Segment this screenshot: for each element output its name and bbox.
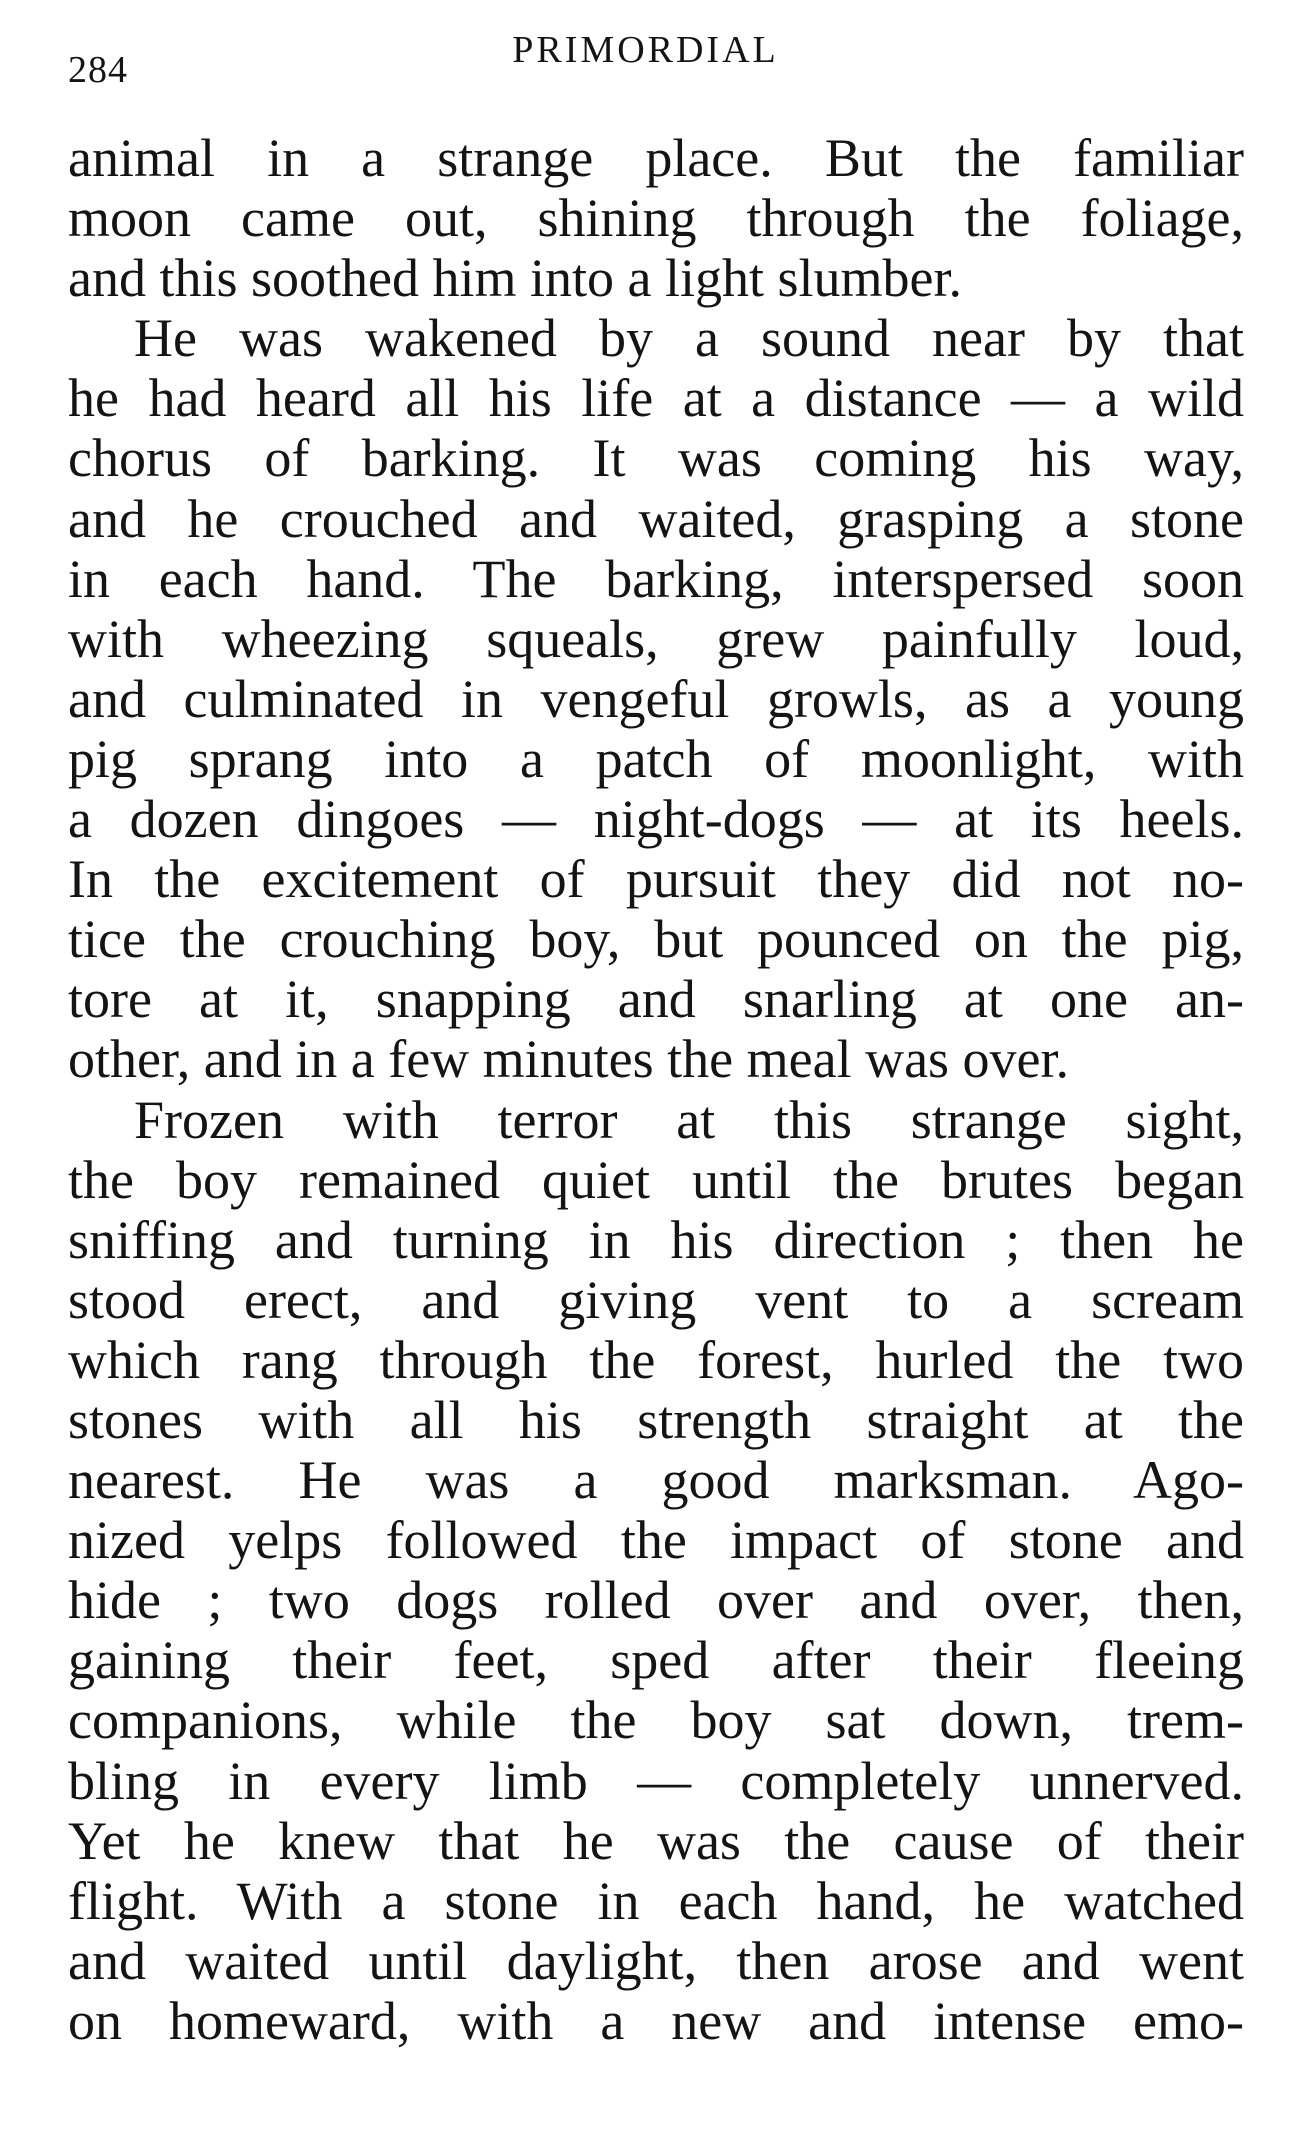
text-line: animal in a strange place. But the familiar: [68, 128, 1244, 188]
text-line: tice the crouching boy, but pounced on the pig,: [68, 909, 1244, 970]
text-line: hide ; two dogs rolled over and over, then,: [68, 1570, 1244, 1631]
text-line: stones with all his strength straight at the: [68, 1389, 1244, 1450]
text-line: and he crouched and waited, grasping a stone: [68, 488, 1244, 549]
text-line: companions, while the boy sat down, trem-: [68, 1690, 1244, 1751]
text-line: which rang through the forest, hurled the two: [68, 1329, 1244, 1390]
text-line: on homeward, with a new and intense emo-: [68, 1990, 1244, 2051]
text-line: Yet he knew that he was the cause of their: [68, 1810, 1244, 1871]
body-text: [68, 128, 1244, 2051]
running-title: PRIMORDIAL: [512, 29, 779, 71]
paragraph-start-line: Frozen with terror at this strange sight,: [134, 1089, 1244, 1150]
text-line: stood erect, and giving vent to a scream: [68, 1269, 1244, 1330]
text-line: nized yelps followed the impact of stone and: [68, 1510, 1244, 1571]
paragraph-end-line: other, and in a few minutes the meal was over.: [68, 1029, 1070, 1090]
text-line: bling in every limb — completely unnerved.: [68, 1750, 1244, 1811]
text-line: chorus of barking. It was coming his way,: [68, 428, 1244, 489]
text-line: tore at it, snapping and snarling at one an-: [68, 969, 1244, 1030]
text-line: he had heard all his life at a distance — a wild: [68, 368, 1244, 429]
paragraph-end-line: and this soothed him into a light slumber.: [68, 248, 962, 309]
paragraph-start-line: He was wakened by a sound near by that: [134, 308, 1244, 369]
text-line: the boy remained quiet until the brutes began: [68, 1149, 1244, 1210]
text-line: a dozen dingoes — night-dogs — at its heels.: [68, 789, 1244, 850]
text-line: sniffing and turning in his direction ; then he: [68, 1209, 1244, 1270]
text-line: moon came out, shining through the foliage,: [68, 188, 1244, 249]
text-line: and culminated in vengeful growls, as a young: [68, 668, 1244, 729]
text-line: nearest. He was a good marksman. Ago-: [68, 1450, 1244, 1511]
text-line: flight. With a stone in each hand, he watched: [68, 1870, 1244, 1931]
text-line: with wheezing squeals, grew painfully loud,: [68, 608, 1244, 669]
page-header: [0, 26, 1291, 91]
text-line: pig sprang into a patch of moonlight, with: [68, 728, 1244, 789]
text-line: and waited until daylight, then arose and went: [68, 1930, 1244, 1991]
page-number: 284: [68, 49, 128, 91]
text-line: In the excitement of pursuit they did not no-: [68, 849, 1244, 910]
text-line: gaining their feet, sped after their fleeing: [68, 1630, 1244, 1691]
text-line: in each hand. The barking, interspersed soon: [68, 548, 1244, 609]
